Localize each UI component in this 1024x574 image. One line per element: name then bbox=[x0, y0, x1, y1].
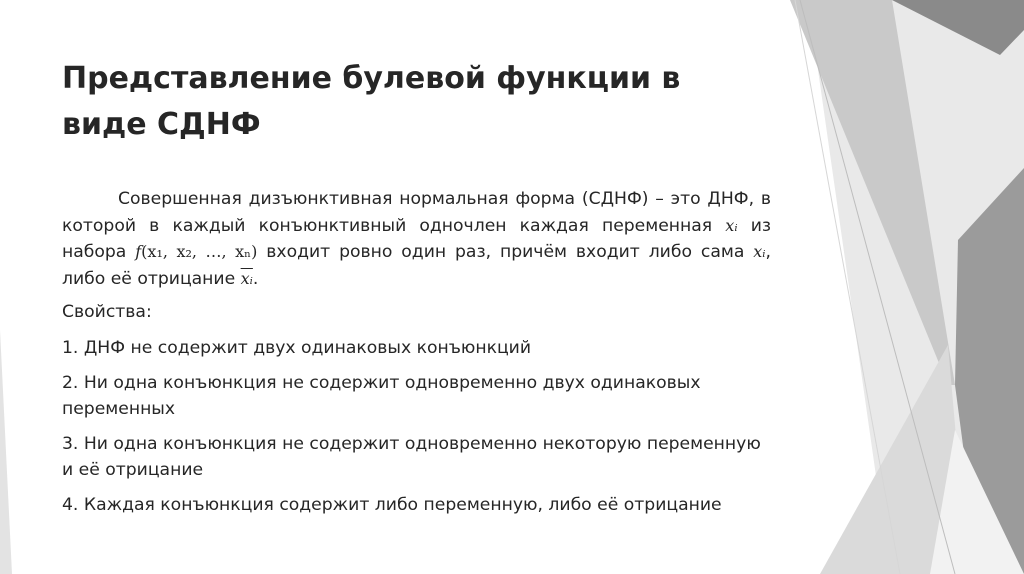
function-f: f bbox=[135, 242, 142, 261]
property-item-2: 2. Ни одна конъюнкция не содержит одновременно двух одинаковых переменных bbox=[62, 373, 701, 419]
slide-title: Представление булевой функции в виде СДНФ bbox=[62, 61, 681, 142]
variable-set: (x₁, x₂, …, xₙ) bbox=[141, 242, 258, 261]
definition-text-3: входит ровно один раз, причём входит либо сама bbox=[257, 242, 754, 262]
definition-text-1: Совершенная дизъюнктивная нормальная форма (СДНФ) – это ДНФ, в которой в каждый конъюнктивный одночлен каждая переменная bbox=[62, 189, 771, 236]
definition-text-2: из набора bbox=[62, 215, 772, 262]
property-item-3: 3. Ни одна конъюнкция не содержит одновременно некоторую переменную и её отрицание bbox=[62, 434, 761, 480]
property-item-4: 4. Каждая конъюнкция содержит либо переменную, либо её отрицание bbox=[62, 495, 722, 515]
definition-paragraph bbox=[62, 187, 771, 292]
bg-shape-left-edge bbox=[0, 330, 12, 574]
negated-variable-xi: $\overline{xᵢ}$ bbox=[240, 268, 253, 288]
property-item-1: 1. ДНФ не содержит двух одинаковых конъюнкций bbox=[62, 337, 532, 358]
variable-xi-2: xᵢ bbox=[753, 242, 766, 261]
properties-label: Свойства: bbox=[62, 302, 152, 322]
slide-content bbox=[62, 187, 771, 529]
definition-text-4: , либо её отрицание bbox=[62, 242, 771, 289]
definition-text-5: . bbox=[252, 268, 259, 289]
variable-xi: xᵢ bbox=[725, 215, 738, 235]
